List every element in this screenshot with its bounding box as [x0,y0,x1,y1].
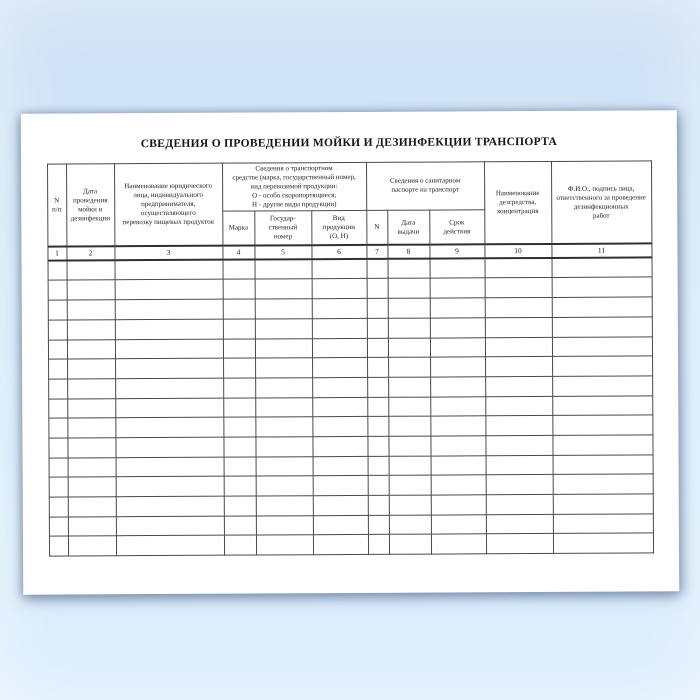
empty-cell [552,376,652,396]
empty-cell [223,339,255,359]
empty-cell [67,260,115,280]
empty-cell [312,436,367,456]
empty-cell [48,438,67,458]
empty-cell [431,455,486,475]
empty-cell [312,377,367,397]
empty-cell [367,436,388,456]
empty-cell [116,476,224,496]
empty-cell [256,515,313,535]
empty-cell [312,417,367,437]
empty-cell [48,339,67,359]
column-number: 5 [254,245,311,259]
empty-cell [485,337,552,357]
empty-cell [116,516,224,536]
empty-cell [313,515,368,535]
empty-cell [552,297,652,317]
empty-cell [368,495,389,515]
header-group-sanitary-passport: Сведения о санитарном паспорте на транспорт [366,162,484,210]
empty-cell [312,259,367,279]
header-validity-period: Срок действия [429,210,484,245]
empty-cell [68,536,116,556]
empty-cell [485,357,552,377]
empty-cell [116,496,224,516]
empty-cell [256,535,313,555]
empty-cell [115,378,223,398]
empty-cell [48,261,67,281]
empty-cell [553,533,653,553]
column-number: 9 [429,245,484,259]
header-product-type: Вид продукции (О, Н) [311,210,366,245]
empty-cell [223,319,255,339]
empty-cell [367,358,388,378]
empty-cell [224,516,256,536]
empty-cell [48,359,67,379]
empty-cell [389,515,431,535]
empty-cell [115,319,223,339]
empty-cell [223,378,255,398]
empty-cell [255,397,312,417]
empty-cell [312,279,367,299]
empty-cell [115,398,223,418]
empty-cell [552,415,652,435]
column-number: 11 [551,244,651,259]
empty-cell [388,279,430,299]
empty-cell [48,379,67,399]
empty-cell [67,300,115,320]
empty-cell [552,395,652,415]
empty-cell [367,279,388,299]
empty-cell [255,338,312,358]
empty-cell [485,298,552,318]
header-state-number: Государ- ственный номер [254,210,311,245]
empty-cell [388,357,430,377]
column-number: 10 [484,244,551,258]
empty-cell [368,456,389,476]
empty-cell [116,457,224,477]
empty-cell [255,437,312,457]
empty-cell [255,319,312,339]
empty-cell [48,399,67,419]
empty-cell [388,377,430,397]
column-number: 3 [114,246,222,261]
empty-cell [49,458,68,478]
empty-cell [486,494,553,514]
empty-cell [485,278,552,298]
empty-cell [312,318,367,338]
header-organization: Наименование юридического лица, индивидуального предпринимателя, осуществляющего перевозку пищевых продуктов [114,163,222,246]
empty-cell [67,280,115,300]
empty-cell [431,514,486,534]
empty-cell [388,338,430,358]
empty-cell [49,517,68,537]
empty-cell [430,259,485,279]
empty-cell [115,437,223,457]
empty-cell [67,339,115,359]
empty-cell [552,258,652,278]
header-responsible-person: Ф.И.О., подпись лица, ответственного за проведение дезинфекционных работ [551,161,651,244]
empty-cell [431,475,486,495]
empty-cell [68,516,116,536]
column-number: 4 [222,246,254,260]
empty-cell [430,377,485,397]
empty-cell [67,320,115,340]
header-group-vehicle: Сведения о транспортном средстве (марка, государственный номер, вид перевозимой продукции: О - особо скоропортящиеся; Н - другие виды продукции) [222,162,366,211]
table-header [47,161,651,261]
empty-cell [67,379,115,399]
empty-cell [367,298,388,318]
column-number: 2 [66,246,114,260]
empty-cell [68,477,116,497]
column-number: 8 [387,245,429,259]
empty-cell [313,476,368,496]
empty-cell [49,536,68,556]
table-body [48,258,654,556]
empty-cell [313,495,368,515]
header-brand: Марка [222,211,254,246]
header-row-groups [47,161,651,212]
empty-cell [552,277,652,297]
empty-cell [67,398,115,418]
empty-cell [368,515,389,535]
empty-cell [553,514,653,534]
empty-cell [430,278,485,298]
empty-cell [368,535,389,555]
empty-cell [367,377,388,397]
empty-cell [367,397,388,417]
empty-cell [552,356,652,376]
empty-cell [48,320,67,340]
empty-cell [49,477,68,497]
empty-cell [224,476,256,496]
column-number: 7 [366,245,387,259]
empty-cell [224,535,256,555]
empty-cell [223,358,255,378]
empty-cell [389,495,431,515]
empty-cell [388,318,430,338]
empty-cell [388,298,430,318]
empty-cell [312,299,367,319]
empty-cell [255,358,312,378]
header-passport-number: N [366,210,387,245]
header-issue-date: Дата выдачи [387,210,429,245]
empty-cell [255,259,312,279]
empty-cell [485,435,552,455]
empty-cell [255,279,312,299]
empty-cell [486,455,553,475]
empty-cell [431,534,486,554]
empty-cell [115,339,223,359]
empty-cell [223,437,255,457]
empty-cell [223,260,255,280]
empty-cell [388,416,430,436]
empty-cell [431,495,486,515]
empty-cell [48,418,67,438]
header-wash-date: Дата проведения мойки и дезинфекции [66,164,114,247]
disinfection-register-table [47,160,654,556]
empty-cell [367,417,388,437]
empty-cell [68,497,116,517]
empty-cell [485,258,552,278]
empty-cell [68,457,116,477]
header-npp: N п/п [47,164,66,247]
empty-cell [313,535,368,555]
empty-cell [430,396,485,416]
empty-cell [389,456,431,476]
empty-cell [115,280,223,300]
empty-cell [388,397,430,417]
empty-cell [223,279,255,299]
empty-cell [67,438,115,458]
empty-cell [255,299,312,319]
empty-cell [486,475,553,495]
empty-cell [552,317,652,337]
empty-cell [367,259,388,279]
empty-cell [49,497,68,517]
empty-cell [552,336,652,356]
empty-cell [224,496,256,516]
empty-cell [256,476,313,496]
empty-cell [430,318,485,338]
empty-cell [553,494,653,514]
empty-cell [485,376,552,396]
empty-cell [67,418,115,438]
empty-cell [485,396,552,416]
empty-cell [430,416,485,436]
empty-cell [430,298,485,318]
empty-cell [485,416,552,436]
empty-cell [255,417,312,437]
empty-cell [256,456,313,476]
empty-cell [388,259,430,279]
empty-cell [553,474,653,494]
empty-cell [116,536,224,556]
empty-cell [430,357,485,377]
empty-cell [430,337,485,357]
column-number: 6 [311,245,366,259]
empty-cell [486,534,553,554]
column-number: 1 [47,247,66,261]
document-title: СВЕДЕНИЯ О ПРОВЕДЕНИИ МОЙКИ И ДЕЗИНФЕКЦИИ ТРАНСПОРТА [140,135,558,151]
empty-cell [115,358,223,378]
empty-cell [368,476,389,496]
empty-cell [312,338,367,358]
empty-cell [388,436,430,456]
empty-cell [313,456,368,476]
empty-cell [367,318,388,338]
header-disinfectant: Наименование дезсредства, концентрация [484,161,551,244]
empty-cell [115,299,223,319]
empty-cell [223,299,255,319]
empty-cell [485,317,552,337]
empty-cell [48,280,67,300]
empty-cell [255,378,312,398]
document-page [21,110,680,594]
empty-cell [312,397,367,417]
empty-cell [312,358,367,378]
empty-cell [48,300,67,320]
empty-table-row [49,533,653,556]
empty-cell [115,417,223,437]
empty-cell [389,534,431,554]
empty-cell [256,496,313,516]
empty-cell [552,435,652,455]
empty-cell [367,338,388,358]
empty-cell [553,455,653,475]
empty-cell [223,417,255,437]
empty-cell [430,436,485,456]
empty-cell [115,260,223,280]
empty-cell [486,514,553,534]
empty-cell [389,475,431,495]
empty-cell [224,457,256,477]
empty-cell [67,359,115,379]
empty-cell [223,398,255,418]
